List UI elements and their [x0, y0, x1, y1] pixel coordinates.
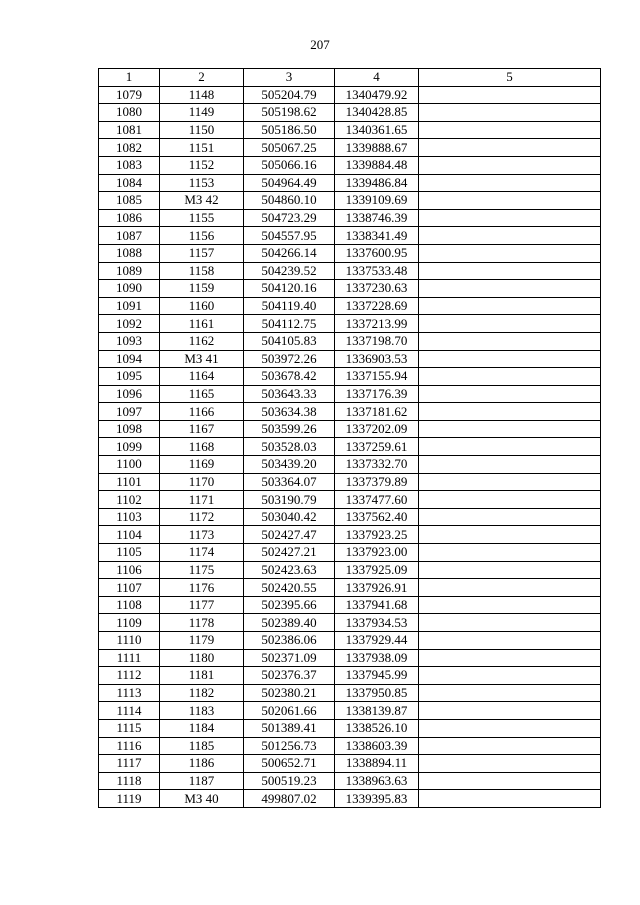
- y-coordinate-cell: 1340428.85: [335, 104, 419, 122]
- note-cell: [419, 104, 601, 122]
- point-id-cell: 1153: [160, 174, 244, 192]
- point-id-cell: 1148: [160, 86, 244, 104]
- x-coordinate-cell: 503643.33: [244, 385, 335, 403]
- row-index-cell: 1082: [99, 139, 160, 157]
- table-row: [99, 456, 601, 474]
- x-coordinate-cell: 502427.47: [244, 526, 335, 544]
- row-index-cell: 1109: [99, 614, 160, 632]
- row-index-cell: 1105: [99, 544, 160, 562]
- table-row: [99, 420, 601, 438]
- y-coordinate-cell: 1337562.40: [335, 508, 419, 526]
- y-coordinate-cell: 1337213.99: [335, 315, 419, 333]
- point-id-cell: 1179: [160, 632, 244, 650]
- note-cell: [419, 737, 601, 755]
- row-index-cell: 1100: [99, 456, 160, 474]
- x-coordinate-cell: 502380.21: [244, 684, 335, 702]
- table-row: [99, 702, 601, 720]
- table-row: [99, 526, 601, 544]
- note-cell: [419, 473, 601, 491]
- table-row: [99, 684, 601, 702]
- note-cell: [419, 438, 601, 456]
- row-index-cell: 1106: [99, 561, 160, 579]
- table-row: [99, 280, 601, 298]
- x-coordinate-cell: 502420.55: [244, 579, 335, 597]
- point-id-cell: 1181: [160, 667, 244, 685]
- y-coordinate-cell: 1339109.69: [335, 192, 419, 210]
- y-coordinate-cell: 1338746.39: [335, 209, 419, 227]
- table-row: [99, 315, 601, 333]
- point-id-cell: 1156: [160, 227, 244, 245]
- note-cell: [419, 702, 601, 720]
- table-row: [99, 332, 601, 350]
- point-id-cell: 1166: [160, 403, 244, 421]
- x-coordinate-cell: 501256.73: [244, 737, 335, 755]
- y-coordinate-cell: 1337228.69: [335, 297, 419, 315]
- y-coordinate-cell: 1339884.48: [335, 156, 419, 174]
- note-cell: [419, 209, 601, 227]
- row-index-cell: 1102: [99, 491, 160, 509]
- y-coordinate-cell: 1337379.89: [335, 473, 419, 491]
- table-row: [99, 579, 601, 597]
- table-row: [99, 719, 601, 737]
- row-index-cell: 1101: [99, 473, 160, 491]
- note-cell: [419, 508, 601, 526]
- row-index-cell: 1080: [99, 104, 160, 122]
- point-id-cell: 1160: [160, 297, 244, 315]
- row-index-cell: 1091: [99, 297, 160, 315]
- table-row: [99, 86, 601, 104]
- row-index-cell: 1119: [99, 790, 160, 808]
- page-number: 207: [310, 37, 330, 52]
- y-coordinate-cell: 1337934.53: [335, 614, 419, 632]
- note-cell: [419, 649, 601, 667]
- row-index-cell: 1107: [99, 579, 160, 597]
- note-cell: [419, 139, 601, 157]
- column-header: 3: [244, 69, 335, 87]
- y-coordinate-cell: 1338341.49: [335, 227, 419, 245]
- x-coordinate-cell: 504120.16: [244, 280, 335, 298]
- x-coordinate-cell: 502389.40: [244, 614, 335, 632]
- x-coordinate-cell: 503190.79: [244, 491, 335, 509]
- y-coordinate-cell: 1337230.63: [335, 280, 419, 298]
- table-header-row: [99, 69, 601, 87]
- row-index-cell: 1099: [99, 438, 160, 456]
- row-index-cell: 1092: [99, 315, 160, 333]
- note-cell: [419, 755, 601, 773]
- note-cell: [419, 632, 601, 650]
- point-id-cell: 1161: [160, 315, 244, 333]
- point-id-cell: 1149: [160, 104, 244, 122]
- y-coordinate-cell: 1338603.39: [335, 737, 419, 755]
- point-id-cell: 1172: [160, 508, 244, 526]
- point-id-cell: 1168: [160, 438, 244, 456]
- row-index-cell: 1117: [99, 755, 160, 773]
- y-coordinate-cell: 1337925.09: [335, 561, 419, 579]
- row-index-cell: 1089: [99, 262, 160, 280]
- note-cell: [419, 420, 601, 438]
- y-coordinate-cell: 1337155.94: [335, 368, 419, 386]
- x-coordinate-cell: 505198.62: [244, 104, 335, 122]
- table-row: [99, 491, 601, 509]
- table-row: [99, 156, 601, 174]
- table-row: [99, 737, 601, 755]
- x-coordinate-cell: 502371.09: [244, 649, 335, 667]
- row-index-cell: 1103: [99, 508, 160, 526]
- point-id-cell: 1164: [160, 368, 244, 386]
- point-id-cell: 1173: [160, 526, 244, 544]
- table-row: [99, 438, 601, 456]
- row-index-cell: 1110: [99, 632, 160, 650]
- x-coordinate-cell: 505067.25: [244, 139, 335, 157]
- row-index-cell: 1098: [99, 420, 160, 438]
- table-row: [99, 262, 601, 280]
- note-cell: [419, 596, 601, 614]
- x-coordinate-cell: 504964.49: [244, 174, 335, 192]
- point-id-cell: 1186: [160, 755, 244, 773]
- y-coordinate-cell: 1339486.84: [335, 174, 419, 192]
- x-coordinate-cell: 504860.10: [244, 192, 335, 210]
- note-cell: [419, 772, 601, 790]
- point-id-cell: 1158: [160, 262, 244, 280]
- table-row: [99, 772, 601, 790]
- table-row: [99, 473, 601, 491]
- y-coordinate-cell: 1337533.48: [335, 262, 419, 280]
- table-row: [99, 368, 601, 386]
- y-coordinate-cell: 1337259.61: [335, 438, 419, 456]
- note-cell: [419, 332, 601, 350]
- row-index-cell: 1116: [99, 737, 160, 755]
- point-id-cell: 1162: [160, 332, 244, 350]
- x-coordinate-cell: 505186.50: [244, 121, 335, 139]
- y-coordinate-cell: 1339395.83: [335, 790, 419, 808]
- x-coordinate-cell: 502423.63: [244, 561, 335, 579]
- note-cell: [419, 526, 601, 544]
- row-index-cell: 1113: [99, 684, 160, 702]
- y-coordinate-cell: 1336903.53: [335, 350, 419, 368]
- y-coordinate-cell: 1338526.10: [335, 719, 419, 737]
- point-id-cell: 1174: [160, 544, 244, 562]
- point-id-cell: 1157: [160, 244, 244, 262]
- x-coordinate-cell: 503364.07: [244, 473, 335, 491]
- y-coordinate-cell: 1338894.11: [335, 755, 419, 773]
- y-coordinate-cell: 1337176.39: [335, 385, 419, 403]
- table-row: [99, 139, 601, 157]
- table-row: [99, 544, 601, 562]
- x-coordinate-cell: 503599.26: [244, 420, 335, 438]
- x-coordinate-cell: 504239.52: [244, 262, 335, 280]
- column-header: 4: [335, 69, 419, 87]
- y-coordinate-cell: 1338963.63: [335, 772, 419, 790]
- x-coordinate-cell: 503678.42: [244, 368, 335, 386]
- point-id-cell: 1183: [160, 702, 244, 720]
- note-cell: [419, 350, 601, 368]
- table-row: [99, 209, 601, 227]
- y-coordinate-cell: 1337600.95: [335, 244, 419, 262]
- row-index-cell: 1086: [99, 209, 160, 227]
- row-index-cell: 1084: [99, 174, 160, 192]
- point-id-cell: 1150: [160, 121, 244, 139]
- table-row: [99, 596, 601, 614]
- x-coordinate-cell: 504557.95: [244, 227, 335, 245]
- table-row: [99, 649, 601, 667]
- note-cell: [419, 262, 601, 280]
- table-row: [99, 667, 601, 685]
- note-cell: [419, 385, 601, 403]
- x-coordinate-cell: 505066.16: [244, 156, 335, 174]
- x-coordinate-cell: 504723.29: [244, 209, 335, 227]
- table-row: [99, 755, 601, 773]
- x-coordinate-cell: 503528.03: [244, 438, 335, 456]
- table-row: [99, 174, 601, 192]
- table-row: [99, 192, 601, 210]
- coordinates-table: [98, 68, 601, 808]
- note-cell: [419, 667, 601, 685]
- table-row: [99, 403, 601, 421]
- row-index-cell: 1083: [99, 156, 160, 174]
- note-cell: [419, 719, 601, 737]
- note-cell: [419, 368, 601, 386]
- point-id-cell: МЗ 41: [160, 350, 244, 368]
- note-cell: [419, 86, 601, 104]
- y-coordinate-cell: 1337929.44: [335, 632, 419, 650]
- y-coordinate-cell: 1337923.25: [335, 526, 419, 544]
- point-id-cell: 1159: [160, 280, 244, 298]
- row-index-cell: 1118: [99, 772, 160, 790]
- point-id-cell: 1167: [160, 420, 244, 438]
- point-id-cell: 1177: [160, 596, 244, 614]
- point-id-cell: 1165: [160, 385, 244, 403]
- table-row: [99, 297, 601, 315]
- point-id-cell: 1185: [160, 737, 244, 755]
- y-coordinate-cell: 1338139.87: [335, 702, 419, 720]
- note-cell: [419, 544, 601, 562]
- point-id-cell: 1175: [160, 561, 244, 579]
- table-body: [99, 86, 601, 807]
- row-index-cell: 1093: [99, 332, 160, 350]
- column-header: 1: [99, 69, 160, 87]
- point-id-cell: 1171: [160, 491, 244, 509]
- x-coordinate-cell: 504266.14: [244, 244, 335, 262]
- row-index-cell: 1108: [99, 596, 160, 614]
- y-coordinate-cell: 1337202.09: [335, 420, 419, 438]
- point-id-cell: 1187: [160, 772, 244, 790]
- table-row: [99, 790, 601, 808]
- row-index-cell: 1094: [99, 350, 160, 368]
- note-cell: [419, 121, 601, 139]
- point-id-cell: МЗ 42: [160, 192, 244, 210]
- row-index-cell: 1114: [99, 702, 160, 720]
- point-id-cell: 1151: [160, 139, 244, 157]
- table-row: [99, 244, 601, 262]
- row-index-cell: 1081: [99, 121, 160, 139]
- note-cell: [419, 192, 601, 210]
- x-coordinate-cell: 501389.41: [244, 719, 335, 737]
- row-index-cell: 1112: [99, 667, 160, 685]
- y-coordinate-cell: 1337923.00: [335, 544, 419, 562]
- y-coordinate-cell: 1340361.65: [335, 121, 419, 139]
- table-row: [99, 561, 601, 579]
- x-coordinate-cell: 503972.26: [244, 350, 335, 368]
- row-index-cell: 1090: [99, 280, 160, 298]
- point-id-cell: 1170: [160, 473, 244, 491]
- row-index-cell: 1097: [99, 403, 160, 421]
- x-coordinate-cell: 502386.06: [244, 632, 335, 650]
- point-id-cell: 1178: [160, 614, 244, 632]
- x-coordinate-cell: 499807.02: [244, 790, 335, 808]
- point-id-cell: 1155: [160, 209, 244, 227]
- point-id-cell: 1180: [160, 649, 244, 667]
- column-header: 2: [160, 69, 244, 87]
- table-row: [99, 104, 601, 122]
- y-coordinate-cell: 1337926.91: [335, 579, 419, 597]
- x-coordinate-cell: 503439.20: [244, 456, 335, 474]
- table-row: [99, 508, 601, 526]
- x-coordinate-cell: 505204.79: [244, 86, 335, 104]
- note-cell: [419, 174, 601, 192]
- note-cell: [419, 227, 601, 245]
- note-cell: [419, 280, 601, 298]
- point-id-cell: 1169: [160, 456, 244, 474]
- table-row: [99, 121, 601, 139]
- x-coordinate-cell: 500519.23: [244, 772, 335, 790]
- row-index-cell: 1095: [99, 368, 160, 386]
- table-row: [99, 350, 601, 368]
- note-cell: [419, 403, 601, 421]
- row-index-cell: 1111: [99, 649, 160, 667]
- y-coordinate-cell: 1337332.70: [335, 456, 419, 474]
- table-row: [99, 614, 601, 632]
- note-cell: [419, 614, 601, 632]
- row-index-cell: 1096: [99, 385, 160, 403]
- y-coordinate-cell: 1337198.70: [335, 332, 419, 350]
- x-coordinate-cell: 503040.42: [244, 508, 335, 526]
- row-index-cell: 1079: [99, 86, 160, 104]
- note-cell: [419, 491, 601, 509]
- y-coordinate-cell: 1337950.85: [335, 684, 419, 702]
- column-header: 5: [419, 69, 601, 87]
- note-cell: [419, 156, 601, 174]
- x-coordinate-cell: 503634.38: [244, 403, 335, 421]
- y-coordinate-cell: 1337181.62: [335, 403, 419, 421]
- note-cell: [419, 244, 601, 262]
- row-index-cell: 1088: [99, 244, 160, 262]
- y-coordinate-cell: 1337477.60: [335, 491, 419, 509]
- y-coordinate-cell: 1337945.99: [335, 667, 419, 685]
- y-coordinate-cell: 1337938.09: [335, 649, 419, 667]
- row-index-cell: 1115: [99, 719, 160, 737]
- row-index-cell: 1087: [99, 227, 160, 245]
- y-coordinate-cell: 1340479.92: [335, 86, 419, 104]
- x-coordinate-cell: 500652.71: [244, 755, 335, 773]
- note-cell: [419, 297, 601, 315]
- note-cell: [419, 315, 601, 333]
- point-id-cell: 1152: [160, 156, 244, 174]
- x-coordinate-cell: 502061.66: [244, 702, 335, 720]
- point-id-cell: 1182: [160, 684, 244, 702]
- x-coordinate-cell: 504119.40: [244, 297, 335, 315]
- note-cell: [419, 579, 601, 597]
- table-row: [99, 227, 601, 245]
- x-coordinate-cell: 504105.83: [244, 332, 335, 350]
- point-id-cell: МЗ 40: [160, 790, 244, 808]
- point-id-cell: 1184: [160, 719, 244, 737]
- x-coordinate-cell: 504112.75: [244, 315, 335, 333]
- table-row: [99, 385, 601, 403]
- note-cell: [419, 684, 601, 702]
- note-cell: [419, 456, 601, 474]
- y-coordinate-cell: 1339888.67: [335, 139, 419, 157]
- row-index-cell: 1104: [99, 526, 160, 544]
- row-index-cell: 1085: [99, 192, 160, 210]
- x-coordinate-cell: 502395.66: [244, 596, 335, 614]
- y-coordinate-cell: 1337941.68: [335, 596, 419, 614]
- x-coordinate-cell: 502427.21: [244, 544, 335, 562]
- point-id-cell: 1176: [160, 579, 244, 597]
- note-cell: [419, 561, 601, 579]
- note-cell: [419, 790, 601, 808]
- table-row: [99, 632, 601, 650]
- x-coordinate-cell: 502376.37: [244, 667, 335, 685]
